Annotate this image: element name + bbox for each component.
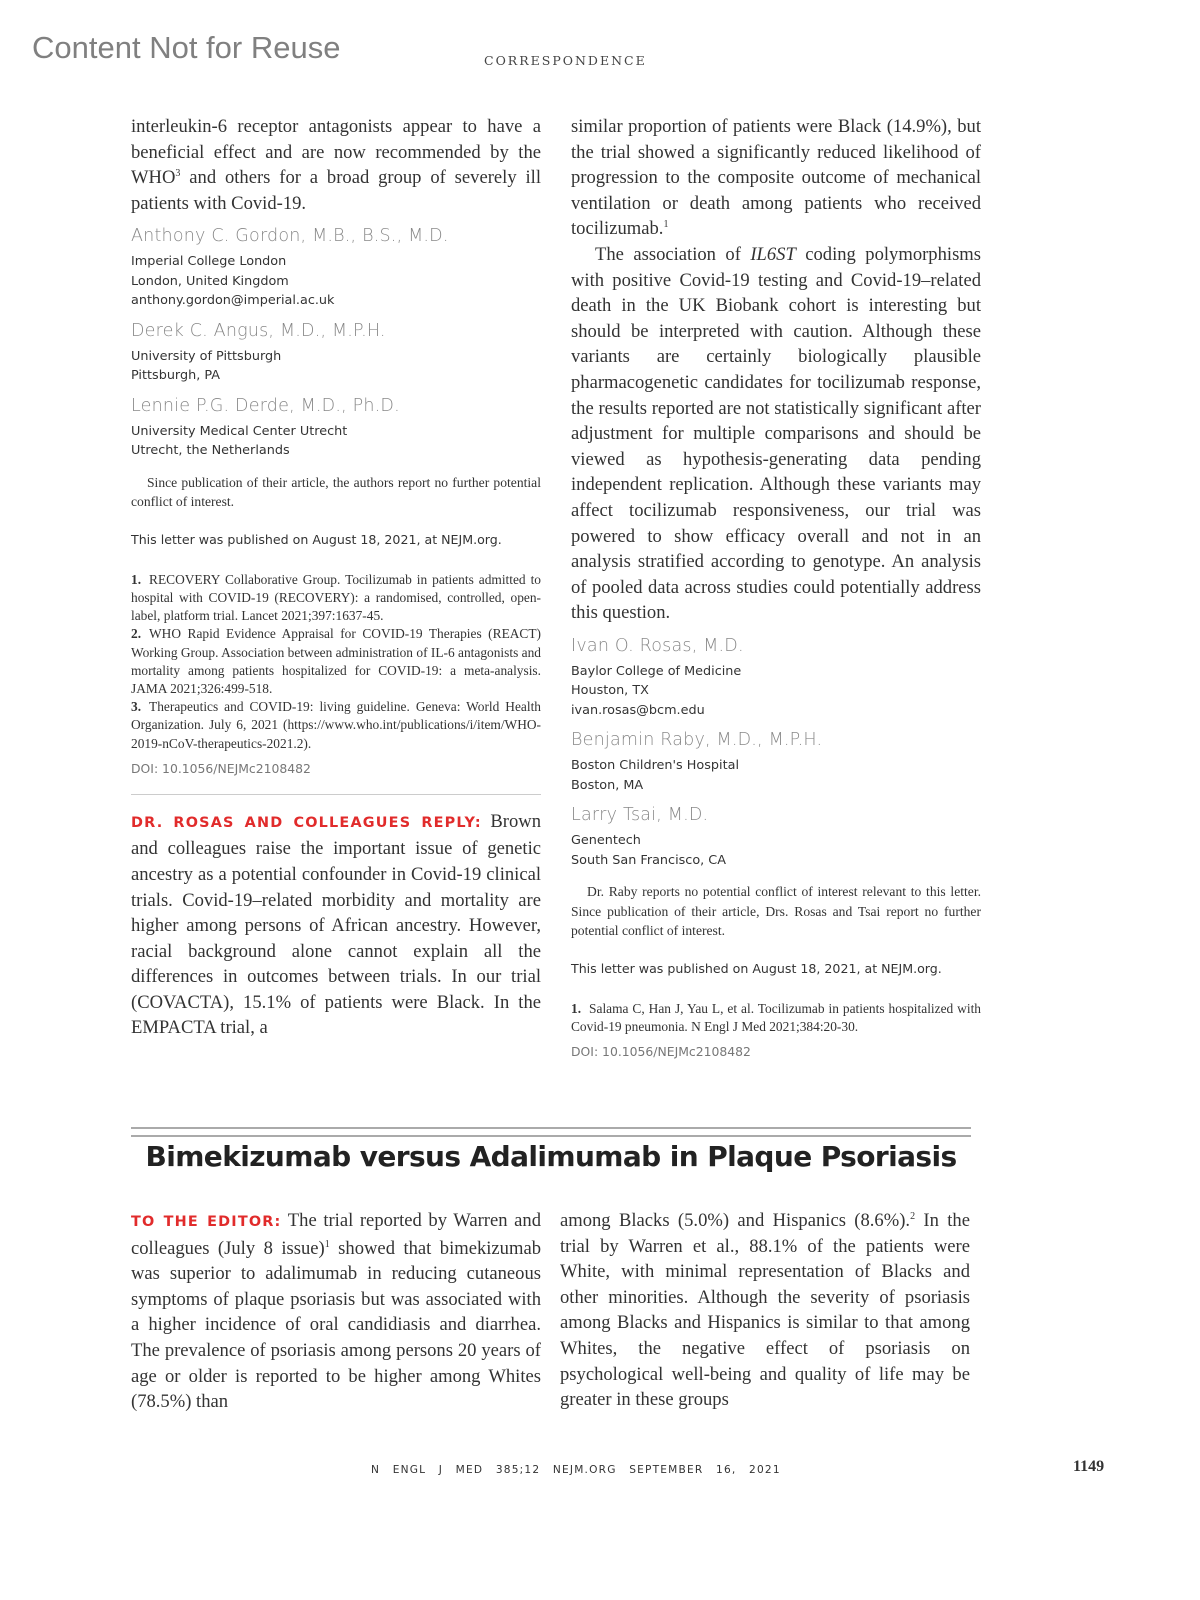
author-affiliation: Genentech	[571, 833, 641, 849]
reply-lead: DR. ROSAS AND COLLEAGUES REPLY:	[131, 814, 482, 831]
doi[interactable]: DOI: 10.1056/NEJMc2108482	[131, 760, 311, 776]
author-affiliation: Imperial College London	[131, 254, 287, 270]
references	[571, 1000, 981, 1036]
author-affiliation: Boston Children's Hospital	[571, 758, 740, 774]
author-affiliation: Baylor College of Medicine	[571, 663, 742, 679]
doi[interactable]: DOI: 10.1056/NEJMc2108482	[571, 1044, 751, 1059]
footer-citation: N ENGL J MED 385;12 NEJM.ORG SEPTEMBER 16, 2021	[371, 1464, 781, 1476]
disclosure: Since publication of their article, the authors report no further potential conflict of interest.	[131, 474, 541, 510]
reply-paragraph-continued: similar proportion of patients were Black (14.9%), but the trial showed a significantly reduced likelihood of progression to the composite outcome of mechanical ventilation or death among patients who received tocilizumab.$^1$	[571, 116, 981, 240]
article2-right-column	[560, 1208, 970, 1413]
disclosure: Dr. Raby reports no potential conflict of interest relevant to this letter. Since publication of their article, Drs. Rosas and Tsai report no further potential conflict of interest.	[571, 884, 981, 939]
reply-paragraph-2: The association of IL6ST coding polymorphisms with positive Covid-19 testing and Covid-19–related death in the UK Biobank cohort is interesting but should be interpreted with caution. Although these variants are certainly biologically plausible pharmacogenetic candidates for tocilizumab response, the results reported are not statistically significant after adjustment for multiple comparisons and should be viewed as hypothesis-generating data pending independent replication. Although these variants may affect tocilizumab responsiveness, our trial was powered to show efficacy overall and not in an analysis stratified according to genotype. An analysis of pooled data across studies could potentially address this question.	[571, 243, 981, 624]
right-column	[571, 114, 981, 1059]
watermark: Content Not for Reuse	[32, 30, 341, 65]
author-block	[571, 636, 981, 721]
author-name: Ivan O. Rosas, M.D.	[571, 635, 744, 656]
author-name: Benjamin Raby, M.D., M.P.H.	[571, 730, 823, 751]
author-block	[131, 321, 541, 386]
author-affiliation: University of Pittsburgh	[131, 348, 282, 364]
reply-paragraph: DR. ROSAS AND COLLEAGUES REPLY: Brown and colleagues raise the important issue of genetic ancestry as a potential confounder in Covid-19 clinical trials. Covid-19–related morbidity and mortality are higher among persons of African ancestry. However, racial background alone cannot explain all the differences in outcomes between trials. In our trial (COVACTA), 15.1% of patients were Black. In the EMPACTA trial, a	[131, 810, 542, 1039]
author-block	[571, 730, 981, 795]
author-location: Utrecht, the Netherlands	[131, 443, 290, 459]
editor-letter-paragraph: TO THE EDITOR: The trial reported by Warren and colleagues (July 8 issue)$^1$ showed that bimekizumab was superior to adalimumab in reducing cutaneous symptoms of plaque psoriasis but was associated with a higher incidence of oral candidiasis and diarrhea. The prevalence of psoriasis among persons 20 years of age or older is reported to be higher among Whites (78.5%) than	[131, 1210, 542, 1413]
author-email[interactable]: ivan.rosas@bcm.edu	[571, 702, 705, 718]
reference-item: 1. Salama C, Han J, Yau L, et al. Tocilizumab in patients hospitalized with Covid-19 pneumonia. N Engl J Med 2021;384:20-30.	[571, 1000, 981, 1034]
author-location: Houston, TX	[571, 683, 649, 699]
reference-item: 1. RECOVERY Collaborative Group. Tocilizumab in patients admitted to hospital with COVID-19 (RECOVERY): a randomised, controlled, open-label, platform trial. Lancet 2021;397:1637-45.	[131, 571, 541, 624]
reference-item: 2. WHO Rapid Evidence Appraisal for COVID-19 Therapies (REACT) Working Group. Association between administration of IL-6 antagonists and mortality among patients hospitalized for COVID-19: a meta-analysis. JAMA 2021;326:499-518.	[131, 626, 541, 696]
left-column	[131, 114, 541, 1041]
section-divider	[131, 1127, 971, 1137]
author-block	[571, 805, 981, 870]
reference-item: 3. Therapeutics and COVID-19: living guideline. Geneva: World Health Organization. July 6, 2021 (https://www.who.int/publications/i/item/WHO-2019-nCoV-therapeutics-2021.2).	[131, 699, 541, 751]
author-block	[131, 226, 541, 311]
divider	[131, 794, 541, 795]
article2-left-column	[131, 1208, 541, 1415]
references	[131, 571, 541, 753]
author-location: Pittsburgh, PA	[131, 368, 220, 384]
published-note: This letter was published on August 18, 2021, at NEJM.org.	[571, 960, 942, 976]
author-location: London, United Kingdom	[131, 273, 289, 289]
author-block	[131, 396, 541, 461]
section-label: CORRESPONDENCE	[484, 53, 647, 68]
editor-letter-paragraph-continued: among Blacks (5.0%) and Hispanics (8.6%).$^2$ In the trial by Warren et al., 88.1% of the patients were White, with minimal representation of Blacks and other minorities. Although the severity of psoriasis among Blacks and Hispanics is similar to that among Whites, the negative effect of psoriasis on psychological well-being and quality of life may be greater in these groups	[560, 1210, 970, 1411]
author-name: Larry Tsai, M.D.	[571, 805, 709, 826]
author-name: Derek C. Angus, M.D., M.P.H.	[131, 320, 386, 341]
author-location: Boston, MA	[571, 777, 644, 793]
article-title: Bimekizumab versus Adalimumab in Plaque Psoriasis	[145, 1140, 957, 1173]
page-number: 1149	[1073, 1458, 1105, 1475]
author-name: Lennie P.G. Derde, M.D., Ph.D.	[131, 395, 400, 416]
letter-closing-paragraph: interleukin-6 receptor antagonists appear to have a beneficial effect and are now recommended by the WHO$^3$ and others for a broad group of severely ill patients with Covid-19.	[131, 116, 541, 214]
author-name: Anthony C. Gordon, M.B., B.S., M.D.	[131, 226, 449, 247]
author-affiliation: University Medical Center Utrecht	[131, 423, 348, 439]
author-location: South San Francisco, CA	[571, 852, 726, 868]
published-note: This letter was published on August 18, 2021, at NEJM.org.	[131, 531, 502, 547]
author-email[interactable]: anthony.gordon@imperial.ac.uk	[131, 293, 335, 309]
editor-lead: TO THE EDITOR:	[131, 1214, 282, 1230]
